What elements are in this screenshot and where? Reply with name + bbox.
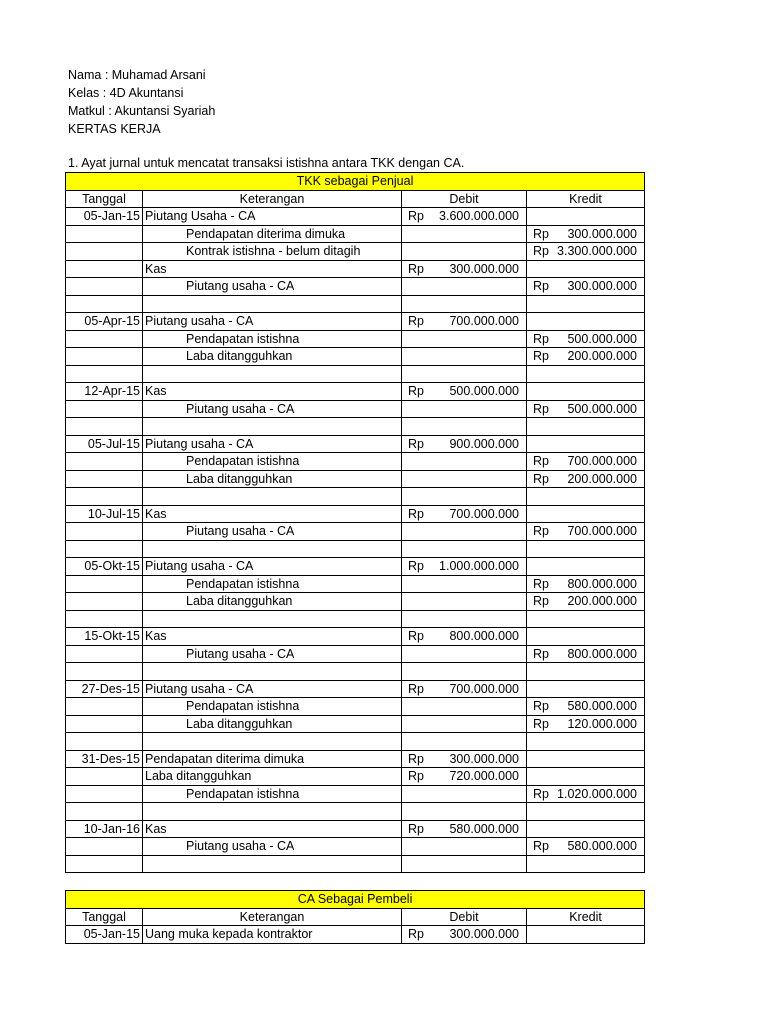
debit-amount: 1.000.000.000 bbox=[439, 559, 519, 574]
entry-credit bbox=[527, 225, 645, 243]
debit-amount: 500.000.000 bbox=[449, 384, 519, 399]
entry-date bbox=[66, 225, 143, 243]
table-row bbox=[66, 593, 645, 611]
question-intro: 1. Ayat jurnal untuk mencatat transaksi istishna antara TKK dengan CA. bbox=[68, 156, 465, 170]
entry-date bbox=[66, 785, 143, 803]
entry-debit bbox=[402, 645, 527, 663]
entry-credit bbox=[527, 260, 645, 278]
currency-label: Rp bbox=[533, 716, 549, 731]
entry-credit bbox=[527, 680, 645, 698]
currency-label: Rp bbox=[533, 576, 549, 591]
entry-debit bbox=[402, 523, 527, 541]
debit-amount: 580.000.000 bbox=[449, 821, 519, 836]
entry-date bbox=[66, 488, 143, 506]
table-row bbox=[66, 295, 645, 313]
currency-label: Rp bbox=[533, 524, 549, 538]
entry-credit bbox=[527, 803, 645, 821]
table-row bbox=[66, 330, 645, 348]
entry-credit bbox=[527, 523, 645, 541]
entry-credit bbox=[527, 400, 645, 418]
entry-credit bbox=[527, 365, 645, 383]
entry-date bbox=[66, 453, 143, 471]
entry-account: Piutang usaha - CA bbox=[143, 435, 402, 453]
credit-amount: 800.000.000 bbox=[567, 646, 637, 661]
entry-credit bbox=[527, 715, 645, 733]
journal-table-seller bbox=[65, 172, 645, 873]
entry-debit bbox=[402, 488, 527, 506]
entry-credit bbox=[527, 435, 645, 453]
entry-date: 05-Jan-15 bbox=[66, 926, 143, 944]
column-header-description: Keterangan bbox=[143, 190, 402, 208]
table-row bbox=[66, 208, 645, 226]
entry-date bbox=[66, 418, 143, 436]
entry-credit bbox=[527, 348, 645, 366]
currency-label: Rp bbox=[408, 384, 424, 398]
debit-amount: 700.000.000 bbox=[449, 681, 519, 696]
table-row bbox=[66, 715, 645, 733]
currency-label: Rp bbox=[408, 436, 424, 451]
entry-account: Pendapatan istishna bbox=[143, 453, 402, 471]
table-title-row bbox=[66, 173, 645, 191]
column-header-date: Tanggal bbox=[66, 190, 143, 208]
entry-debit bbox=[402, 733, 527, 751]
currency-label: Rp bbox=[408, 261, 424, 276]
credit-amount: 500.000.000 bbox=[567, 401, 637, 416]
table-row bbox=[66, 575, 645, 593]
entry-date bbox=[66, 470, 143, 488]
entry-account bbox=[143, 803, 402, 821]
entry-credit bbox=[527, 540, 645, 558]
student-class: Kelas : 4D Akuntansi bbox=[68, 86, 184, 100]
entry-account: Piutang usaha - CA bbox=[143, 680, 402, 698]
credit-amount: 300.000.000 bbox=[567, 279, 637, 294]
entry-date bbox=[66, 803, 143, 821]
entry-date bbox=[66, 575, 143, 593]
debit-amount: 900.000.000 bbox=[449, 436, 519, 451]
credit-amount: 300.000.000 bbox=[567, 226, 637, 241]
table-row bbox=[66, 855, 645, 873]
entry-debit bbox=[402, 348, 527, 366]
table-title: TKK sebagai Penjual bbox=[66, 173, 645, 191]
column-header-date: Tanggal bbox=[66, 908, 143, 926]
entry-credit bbox=[527, 838, 645, 856]
debit-amount: 300.000.000 bbox=[449, 927, 519, 942]
debit-amount: 300.000.000 bbox=[449, 751, 519, 766]
currency-label: Rp bbox=[533, 471, 549, 486]
table-row bbox=[66, 838, 645, 856]
column-header-row bbox=[66, 190, 645, 208]
currency-label: Rp bbox=[408, 927, 424, 941]
entry-credit bbox=[527, 470, 645, 488]
table-row bbox=[66, 505, 645, 523]
currency-label: Rp bbox=[533, 331, 549, 346]
currency-label: Rp bbox=[408, 559, 424, 573]
credit-amount: 700.000.000 bbox=[567, 524, 637, 539]
entry-date bbox=[66, 610, 143, 628]
entry-debit bbox=[402, 365, 527, 383]
entry-account: Kontrak istishna - belum ditagih bbox=[143, 243, 402, 261]
currency-label: Rp bbox=[533, 349, 549, 363]
debit-amount: 3.600.000.000 bbox=[439, 209, 519, 224]
entry-debit bbox=[402, 820, 527, 838]
entry-credit bbox=[527, 663, 645, 681]
entry-credit bbox=[527, 645, 645, 663]
entry-account: Laba ditangguhkan bbox=[143, 348, 402, 366]
table-title-row bbox=[66, 891, 645, 909]
entry-debit bbox=[402, 768, 527, 786]
entry-debit bbox=[402, 505, 527, 523]
entry-debit bbox=[402, 803, 527, 821]
debit-amount: 700.000.000 bbox=[449, 314, 519, 329]
entry-date: 12-Apr-15 bbox=[66, 383, 143, 401]
entry-debit bbox=[402, 278, 527, 296]
entry-account bbox=[143, 418, 402, 436]
entry-credit bbox=[527, 295, 645, 313]
table-row bbox=[66, 926, 645, 944]
course-name: Matkul : Akuntansi Syariah bbox=[68, 104, 216, 118]
table-row bbox=[66, 313, 645, 331]
entry-credit bbox=[527, 313, 645, 331]
table-row bbox=[66, 645, 645, 663]
entry-credit bbox=[527, 610, 645, 628]
table-row bbox=[66, 243, 645, 261]
entry-date bbox=[66, 838, 143, 856]
currency-label: Rp bbox=[533, 454, 549, 468]
table-row bbox=[66, 348, 645, 366]
entry-date bbox=[66, 348, 143, 366]
entry-debit bbox=[402, 680, 527, 698]
entry-account: Kas bbox=[143, 820, 402, 838]
entry-date bbox=[66, 733, 143, 751]
currency-label: Rp bbox=[533, 226, 549, 241]
entry-account: Piutang usaha - CA bbox=[143, 313, 402, 331]
table-row bbox=[66, 278, 645, 296]
table-row bbox=[66, 435, 645, 453]
entry-debit bbox=[402, 663, 527, 681]
entry-credit bbox=[527, 820, 645, 838]
credit-amount: 200.000.000 bbox=[567, 349, 637, 364]
credit-amount: 120.000.000 bbox=[567, 716, 637, 731]
entry-debit bbox=[402, 330, 527, 348]
entry-account: Piutang usaha - CA bbox=[143, 645, 402, 663]
entry-date bbox=[66, 523, 143, 541]
entry-debit bbox=[402, 208, 527, 226]
entry-account bbox=[143, 295, 402, 313]
entry-account bbox=[143, 365, 402, 383]
entry-credit bbox=[527, 785, 645, 803]
currency-label: Rp bbox=[533, 839, 549, 853]
table-row bbox=[66, 365, 645, 383]
entry-debit bbox=[402, 260, 527, 278]
entry-debit bbox=[402, 540, 527, 558]
document-header bbox=[68, 66, 215, 138]
currency-label: Rp bbox=[408, 209, 424, 223]
entry-debit bbox=[402, 575, 527, 593]
currency-label: Rp bbox=[533, 244, 549, 258]
table-title: CA Sebagai Pembeli bbox=[66, 891, 645, 909]
entry-credit bbox=[527, 855, 645, 873]
entry-debit bbox=[402, 558, 527, 576]
entry-account: Pendapatan istishna bbox=[143, 575, 402, 593]
entry-date bbox=[66, 243, 143, 261]
debit-amount: 800.000.000 bbox=[449, 629, 519, 644]
entry-account: Pendapatan istishna bbox=[143, 785, 402, 803]
entry-date: 27-Des-15 bbox=[66, 680, 143, 698]
currency-label: Rp bbox=[408, 821, 424, 836]
debit-amount: 300.000.000 bbox=[449, 261, 519, 276]
entry-date: 05-Jan-15 bbox=[66, 208, 143, 226]
entry-date bbox=[66, 768, 143, 786]
currency-label: Rp bbox=[533, 646, 549, 661]
currency-label: Rp bbox=[408, 769, 424, 783]
table-row bbox=[66, 488, 645, 506]
credit-amount: 500.000.000 bbox=[567, 331, 637, 346]
table-row bbox=[66, 698, 645, 716]
entry-credit bbox=[527, 418, 645, 436]
entry-account: Laba ditangguhkan bbox=[143, 470, 402, 488]
entry-date: 05-Apr-15 bbox=[66, 313, 143, 331]
entry-account: Piutang usaha - CA bbox=[143, 558, 402, 576]
table-row bbox=[66, 260, 645, 278]
entry-account: Kas bbox=[143, 628, 402, 646]
currency-label: Rp bbox=[408, 751, 424, 766]
entry-date bbox=[66, 540, 143, 558]
entry-debit bbox=[402, 926, 527, 944]
column-header-credit: Kredit bbox=[527, 908, 645, 926]
currency-label: Rp bbox=[533, 699, 549, 713]
entry-account: Uang muka kepada kontraktor bbox=[143, 926, 402, 944]
entry-date: 05-Jul-15 bbox=[66, 435, 143, 453]
entry-date bbox=[66, 365, 143, 383]
entry-debit bbox=[402, 750, 527, 768]
table-row bbox=[66, 785, 645, 803]
currency-label: Rp bbox=[408, 629, 424, 643]
debit-amount: 700.000.000 bbox=[449, 506, 519, 521]
entry-account bbox=[143, 663, 402, 681]
column-header-debit: Debit bbox=[402, 908, 527, 926]
table-row bbox=[66, 750, 645, 768]
entry-account: Piutang usaha - CA bbox=[143, 838, 402, 856]
entry-account: Kas bbox=[143, 505, 402, 523]
currency-label: Rp bbox=[533, 786, 549, 801]
table-row bbox=[66, 610, 645, 628]
entry-account: Pendapatan diterima dimuka bbox=[143, 225, 402, 243]
table-row bbox=[66, 400, 645, 418]
table-row bbox=[66, 820, 645, 838]
entry-date bbox=[66, 400, 143, 418]
entry-credit bbox=[527, 768, 645, 786]
entry-credit bbox=[527, 208, 645, 226]
currency-label: Rp bbox=[533, 401, 549, 416]
currency-label: Rp bbox=[408, 314, 424, 328]
entry-credit bbox=[527, 243, 645, 261]
column-header-description: Keterangan bbox=[143, 908, 402, 926]
entry-date bbox=[66, 330, 143, 348]
entry-credit bbox=[527, 926, 645, 944]
entry-credit bbox=[527, 558, 645, 576]
journal-table-buyer bbox=[65, 890, 645, 944]
entry-debit bbox=[402, 400, 527, 418]
credit-amount: 1.020.000.000 bbox=[557, 786, 637, 801]
entry-debit bbox=[402, 855, 527, 873]
entry-account: Piutang usaha - CA bbox=[143, 400, 402, 418]
entry-debit bbox=[402, 470, 527, 488]
currency-label: Rp bbox=[408, 681, 424, 696]
entry-date bbox=[66, 698, 143, 716]
credit-amount: 800.000.000 bbox=[567, 576, 637, 591]
table-row bbox=[66, 470, 645, 488]
table-row bbox=[66, 523, 645, 541]
table-row bbox=[66, 225, 645, 243]
column-header-credit: Kredit bbox=[527, 190, 645, 208]
credit-amount: 200.000.000 bbox=[567, 594, 637, 609]
entry-account: Piutang usaha - CA bbox=[143, 278, 402, 296]
table-row bbox=[66, 768, 645, 786]
entry-debit bbox=[402, 698, 527, 716]
table-row bbox=[66, 383, 645, 401]
entry-credit bbox=[527, 575, 645, 593]
table-row bbox=[66, 803, 645, 821]
entry-credit bbox=[527, 383, 645, 401]
entry-credit bbox=[527, 733, 645, 751]
entry-account bbox=[143, 540, 402, 558]
entry-credit bbox=[527, 750, 645, 768]
credit-amount: 700.000.000 bbox=[567, 454, 637, 469]
entry-date: 05-Okt-15 bbox=[66, 558, 143, 576]
entry-date bbox=[66, 260, 143, 278]
entry-debit bbox=[402, 453, 527, 471]
entry-debit bbox=[402, 383, 527, 401]
entry-credit bbox=[527, 593, 645, 611]
entry-debit bbox=[402, 838, 527, 856]
credit-amount: 200.000.000 bbox=[567, 471, 637, 486]
entry-credit bbox=[527, 488, 645, 506]
currency-label: Rp bbox=[533, 279, 549, 293]
entry-date bbox=[66, 715, 143, 733]
entry-account: Kas bbox=[143, 260, 402, 278]
currency-label: Rp bbox=[408, 506, 424, 521]
entry-date: 31-Des-15 bbox=[66, 750, 143, 768]
entry-account: Piutang Usaha - CA bbox=[143, 208, 402, 226]
entry-credit bbox=[527, 698, 645, 716]
entry-debit bbox=[402, 628, 527, 646]
entry-account bbox=[143, 488, 402, 506]
entry-date bbox=[66, 295, 143, 313]
column-header-debit: Debit bbox=[402, 190, 527, 208]
table-row bbox=[66, 663, 645, 681]
entry-date bbox=[66, 278, 143, 296]
entry-date bbox=[66, 663, 143, 681]
entry-account: Laba ditangguhkan bbox=[143, 593, 402, 611]
table-row bbox=[66, 733, 645, 751]
credit-amount: 580.000.000 bbox=[567, 839, 637, 854]
entry-debit bbox=[402, 435, 527, 453]
currency-label: Rp bbox=[533, 594, 549, 608]
entry-date: 10-Jan-16 bbox=[66, 820, 143, 838]
table-row bbox=[66, 540, 645, 558]
entry-date bbox=[66, 593, 143, 611]
entry-debit bbox=[402, 418, 527, 436]
entry-debit bbox=[402, 243, 527, 261]
entry-account: Pendapatan istishna bbox=[143, 330, 402, 348]
entry-debit bbox=[402, 313, 527, 331]
entry-account: Laba ditangguhkan bbox=[143, 768, 402, 786]
entry-debit bbox=[402, 610, 527, 628]
entry-date bbox=[66, 645, 143, 663]
entry-account: Kas bbox=[143, 383, 402, 401]
debit-amount: 720.000.000 bbox=[449, 769, 519, 784]
entry-credit bbox=[527, 505, 645, 523]
entry-account bbox=[143, 733, 402, 751]
table-row bbox=[66, 558, 645, 576]
entry-credit bbox=[527, 330, 645, 348]
entry-debit bbox=[402, 715, 527, 733]
student-name: Nama : Muhamad Arsani bbox=[68, 68, 206, 82]
entry-account bbox=[143, 855, 402, 873]
entry-debit bbox=[402, 225, 527, 243]
table-row bbox=[66, 680, 645, 698]
entry-date bbox=[66, 855, 143, 873]
worksheet-label: KERTAS KERJA bbox=[68, 122, 161, 136]
entry-date: 15-Okt-15 bbox=[66, 628, 143, 646]
credit-amount: 580.000.000 bbox=[567, 699, 637, 714]
entry-date: 10-Jul-15 bbox=[66, 505, 143, 523]
table-row bbox=[66, 628, 645, 646]
table-row bbox=[66, 418, 645, 436]
entry-account: Laba ditangguhkan bbox=[143, 715, 402, 733]
entry-debit bbox=[402, 593, 527, 611]
entry-credit bbox=[527, 628, 645, 646]
entry-account bbox=[143, 610, 402, 628]
entry-credit bbox=[527, 278, 645, 296]
entry-debit bbox=[402, 785, 527, 803]
entry-account: Pendapatan istishna bbox=[143, 698, 402, 716]
entry-debit bbox=[402, 295, 527, 313]
table-row bbox=[66, 453, 645, 471]
entry-account: Piutang usaha - CA bbox=[143, 523, 402, 541]
entry-account: Pendapatan diterima dimuka bbox=[143, 750, 402, 768]
entry-credit bbox=[527, 453, 645, 471]
column-header-row bbox=[66, 908, 645, 926]
credit-amount: 3.300.000.000 bbox=[557, 244, 637, 259]
